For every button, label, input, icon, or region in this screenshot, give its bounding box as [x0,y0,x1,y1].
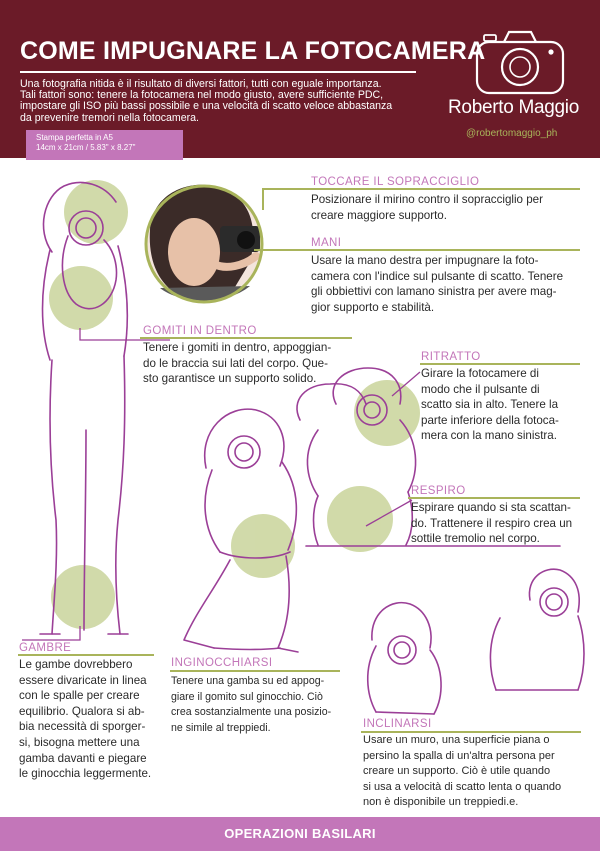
elbow-highlight-circle [49,266,113,330]
section-title-toccare: TOCCARE IL SOPRACCIGLIO [311,176,480,188]
leader-line-legs [22,626,80,640]
footer-label: OPERAZIONI BASILARI [224,826,376,841]
rule-ritratto [420,363,580,365]
eyebrow-highlight-circle [64,180,128,244]
page-title: COME IMPUGNARE LA FOTOCAMERA [20,37,486,65]
print-badge-size: 14cm x 21cm / 5.83" x 8.27" [36,143,136,152]
section-title-ritratto: RITRATTO [421,351,481,363]
section-body-respiro: Espirare quando si sta scattan- do. Trattenere il respiro crea un sottile tremolio nel corpo. [411,501,573,546]
print-badge-label: Stampa perfetta in A5 [36,133,113,142]
section-title-inclinarsi: INCLINARSI [363,718,432,730]
brand-name: Roberto Maggio [448,97,579,118]
intro-paragraph: Una fotografia nitida è il risultato di diversi fattori, tutti con eguale importanza. Tali fattori sono: tenere la fotocamera nel modo giusto, avere sufficiente PDC, impostare gli ISO più bassi possibile e una velocità di scatto veloce abbastanza da prevenire tremori nella fotocamera. [20,78,393,124]
section-body-mani: Usare la mano destra per impugnare la foto- camera con l'indice sul pulsante di scatto. Tenere gli obbiettivi con lamano sinistra per avere mag- gior supporto e stabilità. [311,254,564,314]
kneel-highlight-circle [231,514,295,578]
breath-highlight-circle [327,486,393,552]
section-title-mani: MANI [311,237,342,249]
section-title-respiro: RESPIRO [411,485,466,497]
section-title-gomiti: GOMITI IN DENTRO [143,325,257,337]
rule-gambe [18,654,154,656]
rule-mani [254,249,580,251]
rule-gomiti [140,337,352,339]
section-body-inginocchiarsi: Tenere una gamba su ed appog- giare il gomito sul ginocchio. Ciò crea sostanzialmente una posizio- ne simile al treppiedi. [171,675,332,734]
section-body-inclinarsi: Usare un muro, una superficie piana o persino la spalla di un'altra persona per creare un supporto. Ciò è utile quando si usa a velocità di scatto lenta o quando non è disponibile un treppiedi.e. [363,734,562,809]
section-body-toccare: Posizionare il mirino contro il sopracciglio per creare maggiore supporto. [311,193,543,222]
leaning-pose-figures [368,569,584,714]
section-body-gambe: Le gambe dovrebbero essere divaricate in linea con le spalle per creare equilibrio. Qualora si ab- bia necessità di sporger- si, bisogna mettere una gamba davanti e piegare le ginocchia leggermente. [19,658,152,781]
section-title-inginocchiarsi: INGINOCCHIARSI [171,657,273,669]
rule-respiro [408,497,580,499]
section-body-gomiti: Tenere i gomiti in dentro, appoggian- do le braccia sui lati del corpo. Que- sto garantisce un supporto solido. [143,341,332,386]
rule-inginocchiarsi [170,670,340,672]
rule-toccare-stem [262,188,264,210]
legs-highlight-circle [51,565,115,629]
standing-pose-figure [40,183,128,634]
section-title-gambe: GAMBRE [19,642,72,654]
brand-handle: @robertomaggio_ph [466,128,558,139]
rule-toccare [262,188,580,190]
photo-woman-camera-image [146,185,262,302]
footer-banner [0,817,600,851]
section-body-ritratto: Girare la fotocamere di modo che il pulsante di scatto sia in alto. Tenere la parte inferiore della fotoca- mera con la mano sinistra. [421,367,559,443]
